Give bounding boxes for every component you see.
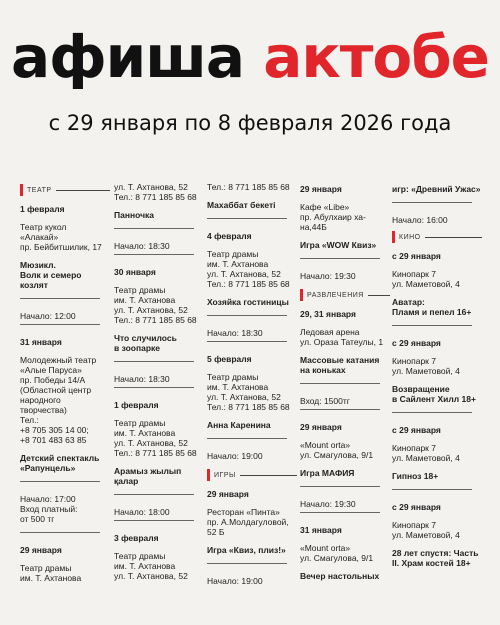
divider: [114, 520, 194, 521]
section-label: ИГРЫ: [214, 471, 236, 479]
event-date: 31 января: [300, 525, 342, 535]
event-start-time: Начало: 19:00: [207, 576, 263, 586]
title-word-aktobe: актобе: [263, 23, 490, 91]
event-title: 28 лет спустя: Часть II. Храм костей 18+: [392, 548, 479, 568]
event-date: 31 января: [20, 337, 62, 347]
section-label: ТЕАТР: [27, 186, 52, 194]
divider: [392, 325, 472, 326]
column-1: [20, 182, 110, 625]
event-title: Панночка: [114, 210, 155, 220]
event-date: 29, 31 января: [300, 309, 356, 319]
divider: [114, 228, 194, 229]
divider: [207, 315, 287, 316]
divider: [392, 489, 472, 490]
divider: [207, 218, 287, 219]
section-header-games: [207, 469, 297, 481]
divider: [114, 361, 194, 362]
event-venue: Театр драмы им. Т. Ахтанова ул. Т. Ахтанова, 52 Тел.: 8 771 185 85 68: [207, 249, 290, 289]
section-header-theater: [20, 184, 110, 196]
event-start-time: Начало: 19:00: [207, 451, 263, 461]
event-title: игр: «Древний Ужас»: [392, 184, 481, 194]
event-date: 29 января: [20, 545, 62, 555]
event-date: 1 февраля: [20, 204, 65, 214]
event-date: с 29 января: [392, 251, 441, 261]
event-date: 30 января: [114, 267, 156, 277]
event-venue: Театр драмы им. Т. Ахтанова ул. Т. Ахтанова, 52 Тел.: 8 771 185 85 68: [114, 285, 197, 325]
event-venue: Ледовая арена ул. Ораза Татеулы, 1: [300, 327, 384, 347]
event-title: Гипноз 18+: [392, 471, 439, 481]
event-date: 1 февраля: [114, 400, 159, 410]
event-venue: Театр драмы им. Т. Ахтанова ул. Т. Ахтанова, 52 Тел.: 8 771 185 85 68: [114, 418, 197, 458]
event-title: Аватар: Пламя и пепел 16+: [392, 297, 472, 317]
divider: [20, 481, 100, 482]
event-title: Махаббат бекеті: [207, 200, 276, 210]
event-title: Возвращение в Сайлент Хилл 18+: [392, 384, 476, 404]
event-title: Мюзикл. Волк и семеро козлят: [20, 260, 82, 290]
event-venue: Театр драмы им. Т. Ахтанова ул. Т. Ахтанова, 52 Тел.: 8 771 185 85 68: [207, 372, 290, 412]
event-start-time: Начало: 12:00: [20, 311, 76, 321]
event-title: Игра «Квиз, плиз!»: [207, 545, 286, 555]
section-header-entertainment: [300, 289, 390, 301]
event-venue: Кинопарк 7 ул. Маметовой, 4: [392, 269, 460, 289]
divider: [207, 438, 287, 439]
divider: [300, 512, 380, 513]
event-date: 29 января: [207, 489, 249, 499]
event-venue: Тел.: 8 771 185 85 68: [207, 182, 290, 192]
event-venue: «Mount orta» ул. Смагулова, 9/1: [300, 543, 374, 563]
event-title: Массовые катания на коньках: [300, 355, 380, 375]
divider: [300, 383, 380, 384]
event-entry-price: Вход: 1500тг: [300, 396, 350, 406]
event-date: 29 января: [300, 422, 342, 432]
section-marker: [300, 289, 303, 301]
event-venue: Театр кукол «Алакай» пр. Бейбитшилик, 17: [20, 222, 102, 252]
event-date: 4 февраля: [207, 231, 252, 241]
column-3: [207, 182, 297, 625]
event-start-time: Начало: 17:00 Вход платный: от 500 тг: [20, 494, 78, 524]
title-word-afisha: афиша: [10, 23, 245, 91]
event-venue: ул. Т. Ахтанова, 52 Тел.: 8 771 185 85 68: [114, 182, 197, 202]
event-title: Детский спектакль «Рапунцель»: [20, 453, 100, 473]
event-start-time: Начало: 18:30: [114, 374, 170, 384]
event-venue: Молодежный театр «Алые Паруса» пр. Победы 14/А (Областной центр народного творчества) Тел.: +8 705 305 14 00; +8 701 483 63 85: [20, 355, 97, 445]
event-start-time: Начало: 18:30: [207, 328, 263, 338]
event-venue: Кафе «Libe» пр. Абулхаир ха- на,44Б: [300, 202, 366, 232]
divider: [300, 258, 380, 259]
event-start-time: Начало: 18:30: [114, 241, 170, 251]
event-venue: Театр драмы им. Т. Ахтанова ул. Т. Ахтанова, 52: [114, 551, 188, 581]
event-title: Хозяйка гостиницы: [207, 297, 289, 307]
event-start-time: Начало: 18:00: [114, 507, 170, 517]
section-marker: [392, 231, 395, 243]
event-venue: Ресторан «Пинта» пр. А.Молдагуловой, 52 Б: [207, 507, 289, 537]
event-title: Вечер настольных: [300, 571, 380, 581]
section-marker: [207, 469, 210, 481]
section-header-cinema: [392, 231, 482, 243]
event-date: с 29 января: [392, 425, 441, 435]
event-venue: Театр драмы им. Т. Ахтанова: [20, 563, 82, 583]
divider: [114, 387, 194, 388]
event-title: Игра «WOW Квиз»: [300, 240, 377, 250]
divider: [114, 494, 194, 495]
divider: [207, 341, 287, 342]
divider: [20, 532, 100, 533]
divider: [392, 412, 472, 413]
column-5: [392, 182, 482, 625]
divider: [20, 324, 100, 325]
divider: [392, 202, 472, 203]
date-range-subtitle: с 29 января по 8 февраля 2026 года: [48, 111, 452, 135]
divider: [20, 298, 100, 299]
event-date: с 29 января: [392, 502, 441, 512]
event-date: 3 февраля: [114, 533, 159, 543]
event-start-time: Начало: 19:30: [300, 499, 356, 509]
section-label: РАЗВЛЕЧЕНИЯ: [307, 291, 364, 299]
section-rule: [425, 237, 482, 238]
divider: [114, 254, 194, 255]
event-title: Игра МАФИЯ: [300, 468, 355, 478]
event-venue: Кинопарк 7 ул. Маметовой, 4: [392, 443, 460, 463]
event-title: Что случилось в зоопарке: [114, 333, 177, 353]
event-date: с 29 января: [392, 338, 441, 348]
section-rule: [56, 190, 110, 191]
event-title: Анна Каренина: [207, 420, 271, 430]
event-date: 29 января: [300, 184, 342, 194]
column-2: [114, 182, 204, 625]
section-marker: [20, 184, 23, 196]
divider: [207, 563, 287, 564]
event-start-time: Начало: 19:30: [300, 271, 356, 281]
column-4: [300, 182, 390, 625]
event-venue: «Mount orta» ул. Смагулова, 9/1: [300, 440, 374, 460]
event-venue: Кинопарк 7 ул. Маметовой, 4: [392, 520, 460, 540]
divider: [300, 409, 380, 410]
event-title: Арамыз жылып қалар: [114, 466, 182, 486]
section-rule: [368, 295, 390, 296]
event-date: 5 февраля: [207, 354, 252, 364]
section-label: КИНО: [399, 233, 421, 241]
poster-title: [0, 22, 500, 92]
divider: [300, 486, 380, 487]
event-start-time: Начало: 16:00: [392, 215, 448, 225]
event-venue: Кинопарк 7 ул. Маметовой, 4: [392, 356, 460, 376]
section-rule: [240, 475, 297, 476]
